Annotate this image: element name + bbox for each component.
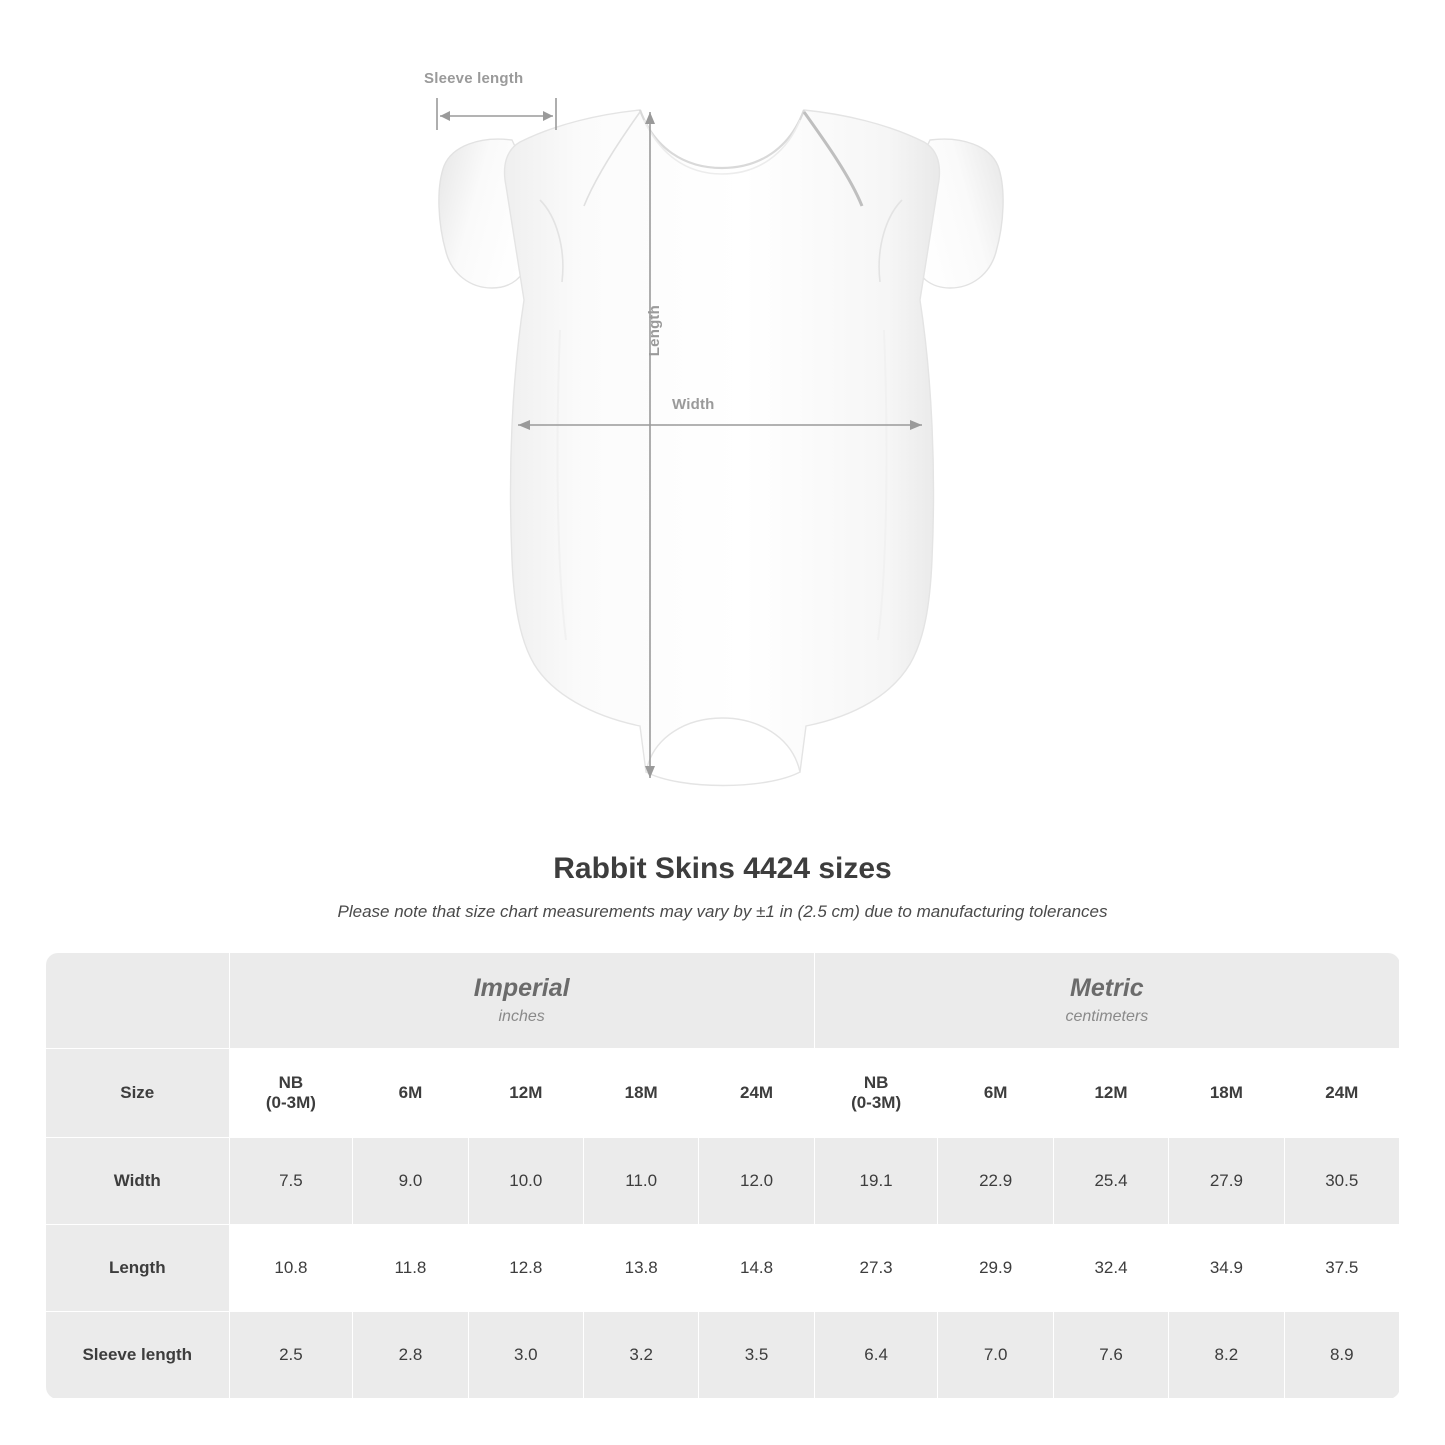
header-col-9: 24M bbox=[1284, 1049, 1399, 1138]
header-col-0-label: NB bbox=[278, 1073, 304, 1092]
header-col-4: 24M bbox=[699, 1049, 814, 1138]
unit-group-metric-name: Metric bbox=[1070, 973, 1144, 1002]
header-size: Size bbox=[46, 1049, 230, 1138]
table-row bbox=[46, 1138, 1400, 1225]
column-header-row bbox=[46, 1049, 1400, 1138]
unit-group-imperial-sub: inches bbox=[498, 1008, 545, 1026]
length-label: Length bbox=[646, 305, 663, 357]
table-row bbox=[46, 1312, 1400, 1399]
cell-width-0: 7.5 bbox=[229, 1138, 353, 1225]
header-col-3: 18M bbox=[584, 1049, 699, 1138]
cell-length-0: 10.8 bbox=[229, 1225, 353, 1312]
cell-sleeve-7: 7.6 bbox=[1053, 1312, 1168, 1399]
unit-spacer-left bbox=[46, 953, 230, 1049]
header-col-5-label: NB bbox=[863, 1073, 889, 1092]
size-table-wrap bbox=[45, 952, 1400, 1399]
cell-sleeve-2: 3.0 bbox=[468, 1312, 583, 1399]
unit-group-imperial-name: Imperial bbox=[473, 973, 570, 1002]
header-col-8: 18M bbox=[1169, 1049, 1284, 1138]
cell-length-5: 27.3 bbox=[814, 1225, 938, 1312]
row-label-length: Length bbox=[46, 1225, 230, 1312]
cell-width-5: 19.1 bbox=[814, 1138, 938, 1225]
bodysuit-body bbox=[505, 110, 940, 783]
cell-length-4: 14.8 bbox=[699, 1225, 814, 1312]
cell-sleeve-1: 2.8 bbox=[353, 1312, 468, 1399]
cell-sleeve-9: 8.9 bbox=[1284, 1312, 1399, 1399]
title-block bbox=[0, 852, 1445, 922]
tolerance-note: Please note that size chart measurements may vary by ±1 in (2.5 cm) due to manufacturing tolerances bbox=[337, 902, 1108, 921]
cell-sleeve-5: 6.4 bbox=[814, 1312, 938, 1399]
header-col-5 bbox=[814, 1049, 938, 1138]
cell-length-3: 13.8 bbox=[584, 1225, 699, 1312]
cell-length-9: 37.5 bbox=[1284, 1225, 1399, 1312]
cell-width-6: 22.9 bbox=[938, 1138, 1053, 1225]
unit-header-row bbox=[46, 953, 1400, 1049]
header-col-6: 6M bbox=[938, 1049, 1053, 1138]
row-label-sleeve-length: Sleeve length bbox=[46, 1312, 230, 1399]
unit-group-metric-sub: centimeters bbox=[1065, 1008, 1149, 1026]
cell-sleeve-8: 8.2 bbox=[1169, 1312, 1284, 1399]
table-row bbox=[46, 1225, 1400, 1312]
sleeve-length-label: Sleeve length bbox=[424, 70, 524, 87]
cell-length-8: 34.9 bbox=[1169, 1225, 1284, 1312]
cell-length-6: 29.9 bbox=[938, 1225, 1053, 1312]
cell-sleeve-4: 3.5 bbox=[699, 1312, 814, 1399]
header-col-7: 12M bbox=[1053, 1049, 1168, 1138]
unit-group-metric bbox=[814, 953, 1399, 1049]
cell-length-1: 11.8 bbox=[353, 1225, 468, 1312]
cell-length-7: 32.4 bbox=[1053, 1225, 1168, 1312]
cell-width-4: 12.0 bbox=[699, 1138, 814, 1225]
header-col-2: 12M bbox=[468, 1049, 583, 1138]
cell-sleeve-6: 7.0 bbox=[938, 1312, 1053, 1399]
cell-width-2: 10.0 bbox=[468, 1138, 583, 1225]
cell-width-7: 25.4 bbox=[1053, 1138, 1168, 1225]
cell-width-3: 11.0 bbox=[584, 1138, 699, 1225]
unit-group-imperial bbox=[229, 953, 814, 1049]
cell-sleeve-0: 2.5 bbox=[229, 1312, 353, 1399]
width-label: Width bbox=[672, 396, 715, 413]
row-label-width: Width bbox=[46, 1138, 230, 1225]
header-col-0-sub: (0-3M) bbox=[265, 1093, 316, 1112]
header-col-1: 6M bbox=[353, 1049, 468, 1138]
cell-width-8: 27.9 bbox=[1169, 1138, 1284, 1225]
header-col-0 bbox=[229, 1049, 353, 1138]
cell-sleeve-3: 3.2 bbox=[584, 1312, 699, 1399]
sleeve-dimension-line bbox=[437, 98, 556, 130]
size-table bbox=[45, 952, 1400, 1399]
cell-length-2: 12.8 bbox=[468, 1225, 583, 1312]
cell-width-1: 9.0 bbox=[353, 1138, 468, 1225]
page-title: Rabbit Skins 4424 sizes bbox=[553, 852, 892, 885]
cell-width-9: 30.5 bbox=[1284, 1138, 1399, 1225]
header-col-5-sub: (0-3M) bbox=[851, 1093, 902, 1112]
